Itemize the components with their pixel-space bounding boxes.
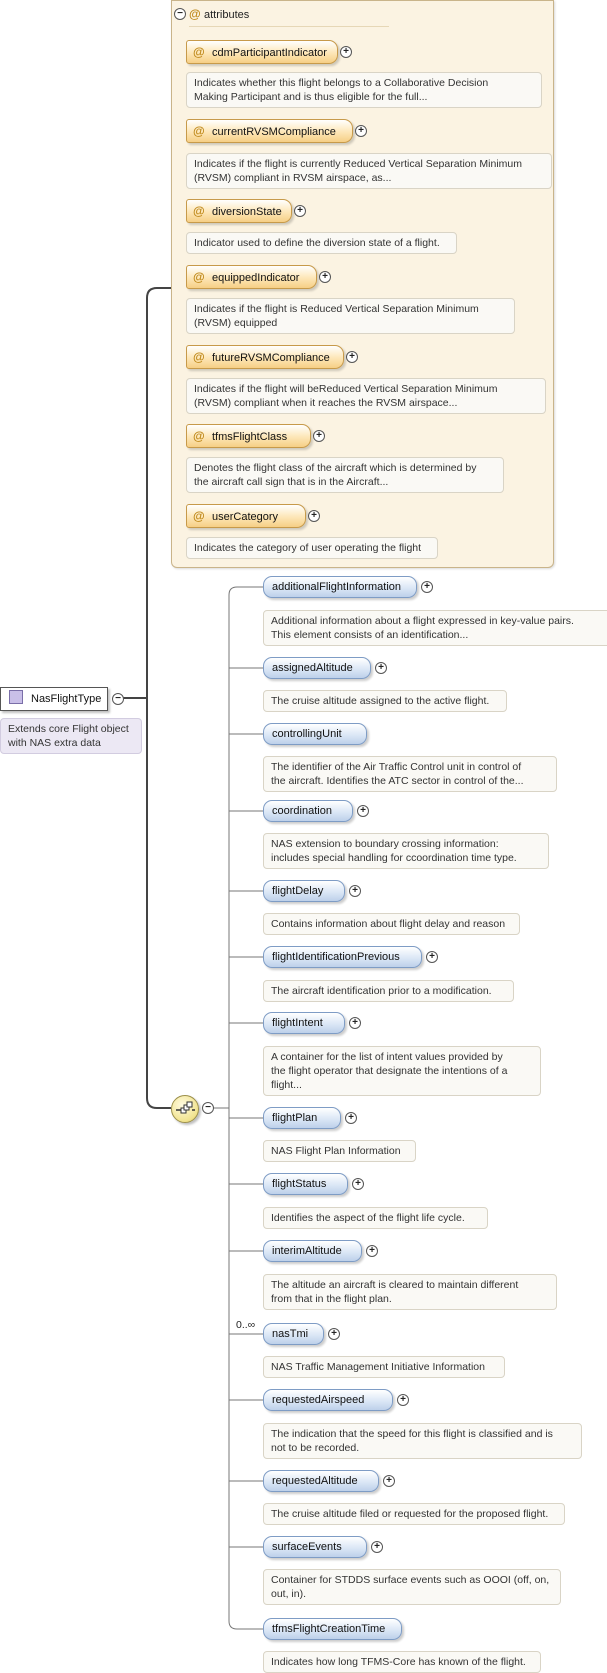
expand-icon[interactable]: + [345,1112,357,1124]
attribute-name: tfmsFlightClass [212,431,288,443]
element-node[interactable] [263,1536,367,1558]
expand-icon[interactable]: + [421,581,433,593]
attributes-header [189,2,389,27]
attribute-doc [186,298,515,334]
element-doc [263,1274,557,1310]
attribute-doc [186,72,542,108]
collapse-sequence-icon[interactable]: − [202,1102,214,1114]
attributes-connector [147,288,171,698]
attribute-doc [186,457,504,493]
doc-line: The identifier of the Air Traffic Control unit in control of [271,761,522,773]
element-name: nasTmi [272,1328,309,1340]
expand-icon[interactable]: + [375,662,387,674]
doc-line: Making Participant and is thus eligible for the full... [194,91,428,103]
doc-line: The cruise altitude filed or requested for the proposed flight. [271,1508,549,1520]
element-node[interactable] [263,1240,362,1262]
element-node[interactable] [263,880,345,902]
element-node[interactable] [263,1173,348,1195]
attribute-doc [186,378,546,414]
expand-icon[interactable]: + [349,1017,361,1029]
expand-icon[interactable]: + [397,1394,409,1406]
at-icon: @ [193,204,205,218]
doc-line: the aircraft call sign that is in the Aircraft... [194,476,389,488]
sequence-compositor-icon[interactable] [171,1095,199,1123]
expand-icon[interactable]: + [371,1541,383,1553]
element-name: controllingUnit [272,728,342,740]
doc-line: NAS extension to boundary crossing information: [271,838,499,850]
doc-line: Indicator used to define the diversion state of a flight. [194,237,440,249]
at-icon: @ [193,45,205,59]
expand-icon[interactable]: + [328,1328,340,1340]
element-node[interactable] [263,946,422,968]
sequence-connector [147,698,171,1108]
element-doc [263,756,557,792]
attribute-name: userCategory [212,511,279,523]
doc-line: (RVSM) equipped [194,317,278,329]
collapse-root-icon[interactable]: − [112,693,124,705]
doc-line: out, in). [271,1588,307,1600]
attribute-node[interactable] [186,424,311,448]
expand-icon[interactable]: + [313,430,325,442]
element-doc [263,1046,541,1096]
complex-type-icon [9,690,23,704]
expand-icon[interactable]: + [357,805,369,817]
root-doc-line: with NAS extra data [8,737,101,749]
element-doc [263,690,507,712]
attribute-name: equippedIndicator [212,272,300,284]
element-doc [263,1569,561,1605]
at-icon: @ [193,270,205,284]
doc-line: includes special handling for ccoordination time type. [271,852,517,864]
doc-line: Contains information about flight delay and reason [271,918,506,930]
doc-line: the flight operator that designate the intentions of a [271,1065,508,1077]
doc-line: Indicates if the flight will beReduced Vertical Separation Minimum [194,383,498,395]
element-node[interactable] [263,576,417,598]
expand-icon[interactable]: + [355,125,367,137]
element-name: tfmsFlightCreationTime [272,1623,386,1635]
doc-line: The cruise altitude assigned to the active flight. [271,695,490,707]
attribute-node[interactable] [186,199,292,223]
doc-line: The altitude an aircraft is cleared to maintain different [271,1279,519,1291]
expand-icon[interactable]: + [426,951,438,963]
at-icon: @ [193,509,205,523]
attributes-title: attributes [204,9,250,21]
attribute-name: diversionState [212,206,282,218]
element-bracket-top [229,587,263,595]
element-name: flightDelay [272,885,324,897]
doc-line: the aircraft. Identifies the ATC sector in control of the... [271,775,524,787]
root-doc [0,718,142,754]
at-icon: @ [189,7,201,21]
attribute-node[interactable] [186,345,344,369]
doc-line: A container for the list of intent values provided by [271,1051,503,1063]
attribute-doc [186,232,457,254]
doc-line: Container for STDDS surface events such as OOOI (off, on, [271,1574,550,1586]
expand-icon[interactable]: + [308,510,320,522]
attribute-node[interactable] [186,504,306,528]
element-name: flightIntent [272,1017,323,1029]
element-name: flightStatus [272,1178,327,1190]
doc-line: The indication that the speed for this flight is classified and is [271,1428,553,1440]
doc-line: (RVSM) compliant when it reaches the RVSM airspace... [194,397,458,409]
element-name: coordination [272,805,332,817]
expand-icon[interactable]: + [366,1245,378,1257]
attribute-name: currentRVSMCompliance [212,126,336,138]
element-node[interactable] [263,800,353,822]
doc-line: Indicates if the flight is Reduced Vertical Separation Minimum [194,303,479,315]
doc-line: NAS Flight Plan Information [271,1145,401,1157]
element-name: surfaceEvents [272,1541,342,1553]
doc-line: Indicates whether this flight belongs to a Collaborative Decision [194,77,489,89]
element-doc [263,1140,416,1162]
doc-line: Additional information about a flight expressed in key-value pairs. [271,615,574,627]
attribute-node[interactable] [186,265,317,289]
element-name: flightIdentificationPrevious [272,951,400,963]
element-node[interactable] [263,723,367,745]
element-bracket-trunk [229,595,263,1629]
element-node[interactable] [263,1618,402,1640]
element-name: assignedAltitude [272,662,353,674]
doc-line: The aircraft identification prior to a modification. [271,985,492,997]
expand-icon[interactable]: + [349,885,361,897]
root-type-node[interactable] [0,687,108,711]
element-doc [263,610,607,646]
element-name: interimAltitude [272,1245,342,1257]
at-icon: @ [193,429,205,443]
collapse-attributes-icon[interactable]: − [174,8,186,20]
doc-line: Denotes the flight class of the aircraft which is determined by [194,462,477,474]
expand-icon[interactable]: + [340,46,352,58]
expand-icon[interactable]: + [346,351,358,363]
attribute-node[interactable] [186,40,338,64]
element-doc [263,1503,565,1525]
doc-line: Identifies the aspect of the flight life cycle. [271,1212,465,1224]
doc-line: (RVSM) compliant in RVSM airspace, as... [194,172,392,184]
doc-line: flight... [271,1079,302,1091]
attribute-doc [186,537,438,559]
element-doc [263,913,520,935]
doc-line: not to be recorded. [271,1442,360,1454]
element-name: additionalFlightInformation [272,581,402,593]
expand-icon[interactable]: + [383,1475,395,1487]
element-name: requestedAltitude [272,1475,358,1487]
element-name: requestedAirspeed [272,1394,365,1406]
element-doc [263,1207,488,1229]
doc-line: NAS Traffic Management Initiative Information [271,1361,485,1373]
doc-line: This element consists of an identification... [271,629,469,641]
element-node[interactable] [263,1323,324,1345]
doc-line: Indicates the category of user operating the flight [194,542,422,554]
multiplicity-label: 0..∞ [236,1319,256,1331]
doc-line: from that in the flight plan. [271,1293,392,1305]
element-doc [263,1356,505,1378]
element-node[interactable] [263,1389,393,1411]
expand-icon[interactable]: + [294,205,306,217]
root-type-name: NasFlightType [31,693,102,705]
element-node[interactable] [263,1107,341,1129]
doc-line: Indicates how long TFMS-Core has known of the flight. [271,1656,526,1668]
element-node[interactable] [263,657,371,679]
at-icon: @ [193,124,205,138]
at-icon: @ [193,350,205,364]
expand-icon[interactable]: + [319,271,331,283]
element-doc [263,980,514,1002]
expand-icon[interactable]: + [352,1178,364,1190]
attribute-doc [186,153,552,189]
doc-line: Indicates if the flight is currently Reduced Vertical Separation Minimum [194,158,522,170]
attribute-name: cdmParticipantIndicator [212,47,327,59]
root-doc-line: Extends core Flight object [8,723,129,735]
element-doc [263,833,549,869]
element-node[interactable] [263,1470,379,1492]
element-node[interactable] [263,1012,345,1034]
sequence-glyph-icon [172,1096,198,1122]
element-name: flightPlan [272,1112,318,1124]
attribute-node[interactable] [186,119,353,143]
element-doc [263,1651,541,1673]
element-doc [263,1423,582,1459]
attribute-name: futureRVSMCompliance [212,352,330,364]
